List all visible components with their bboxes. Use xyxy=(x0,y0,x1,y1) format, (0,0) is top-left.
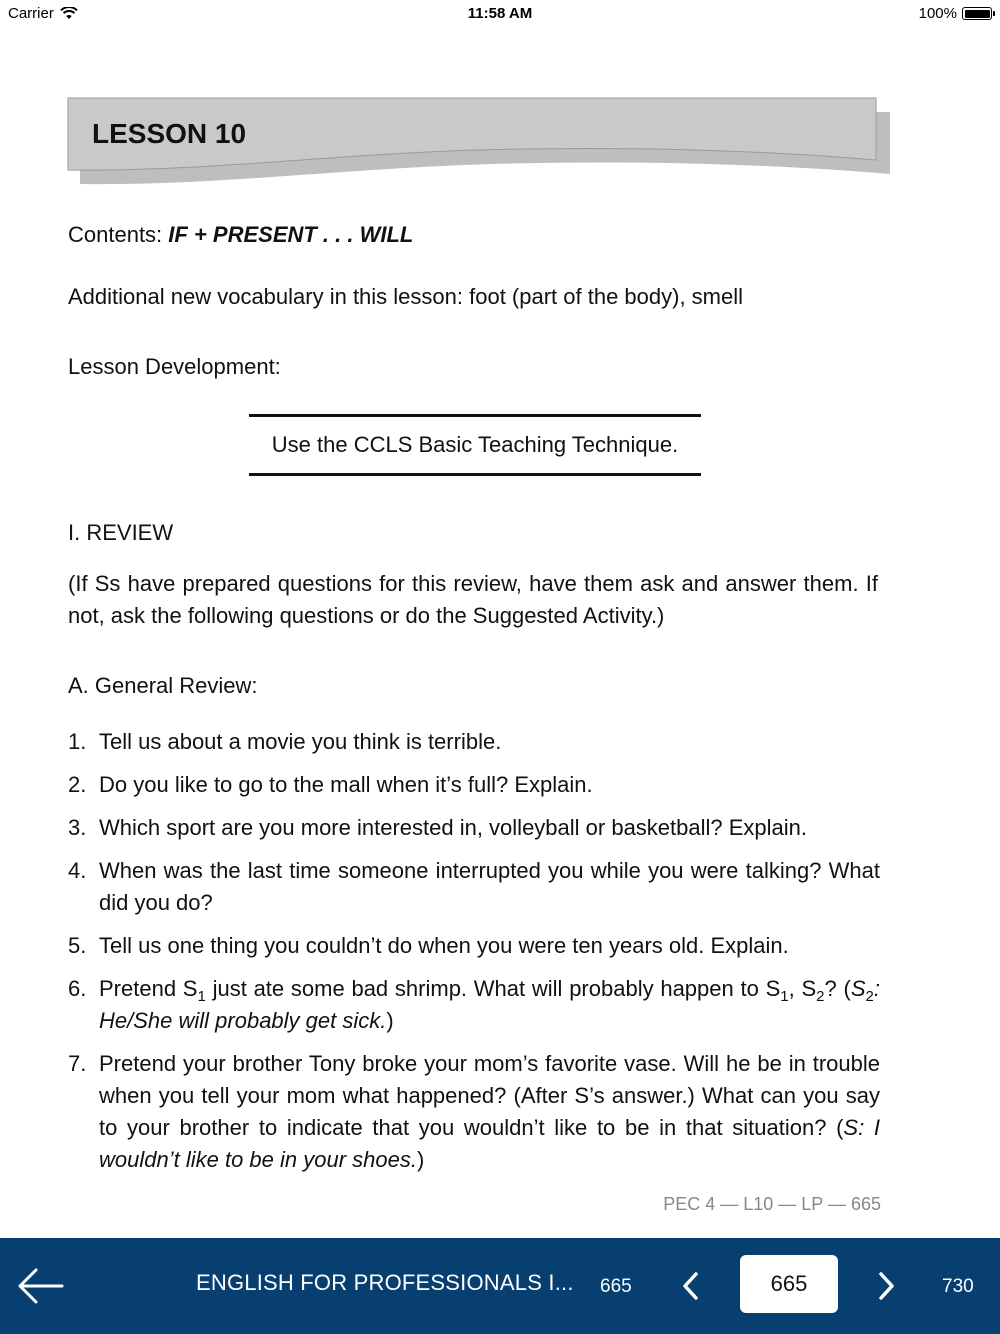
end-page-label: 730 xyxy=(942,1276,974,1297)
list-item xyxy=(68,812,880,844)
subscript: 2 xyxy=(816,988,825,1005)
text-run: ? ( xyxy=(824,976,851,1001)
general-review-heading: A. General Review: xyxy=(68,673,258,698)
start-page-label: 665 xyxy=(600,1276,632,1297)
page-reference: PEC 4 — L10 — LP — 665 xyxy=(663,1194,881,1214)
item-number: 3. xyxy=(68,815,87,840)
item-text: Tell us about a movie you think is terrible. xyxy=(99,729,502,754)
book-title[interactable]: ENGLISH FOR PROFESSIONALS I... xyxy=(196,1270,574,1295)
contents-label: Contents: xyxy=(68,222,169,247)
previous-page-button[interactable] xyxy=(678,1268,702,1304)
battery-icon xyxy=(962,7,992,20)
subscript: 1 xyxy=(780,988,789,1005)
reader-toolbar xyxy=(0,1238,1000,1334)
item-text xyxy=(99,973,880,1037)
item-number: 1. xyxy=(68,729,87,754)
text-run: Pretend your brother Tony broke your mom’s favorite vase. Will he be in trouble when you tell your mom what happened? (After S’s answer.) What can you say to your brother to indicate that you wouldn’t like to be in that situation? ( xyxy=(99,1051,880,1140)
technique-callout: Use the CCLS Basic Teaching Technique. xyxy=(249,414,701,476)
item-number: 6. xyxy=(68,976,87,1001)
list-item xyxy=(68,855,880,919)
item-text xyxy=(99,1048,880,1176)
contents-line xyxy=(68,219,413,251)
review-question-list xyxy=(68,726,880,1187)
item-text: Tell us one thing you couldn’t do when you were ten years old. Explain. xyxy=(99,933,789,958)
item-text: Do you like to go to the mall when it’s full? Explain. xyxy=(99,772,593,797)
contents-value: IF + PRESENT . . . WILL xyxy=(168,222,414,247)
next-page-button[interactable] xyxy=(875,1268,899,1304)
italic-run: : He/She will probably get sick. xyxy=(99,976,880,1033)
lesson-development-label: Lesson Development: xyxy=(68,354,281,379)
item-text: When was the last time someone interrupted you while you were talking? What did you do? xyxy=(99,858,880,915)
list-item xyxy=(68,930,880,962)
arrow-left-icon xyxy=(16,1266,64,1306)
text-run: just ate some bad shrimp. What will probably happen to S xyxy=(205,976,781,1001)
lesson-title: LESSON 10 xyxy=(92,118,247,149)
chevron-left-icon xyxy=(678,1268,702,1304)
page-number-input[interactable] xyxy=(740,1255,838,1313)
list-item xyxy=(68,1048,880,1176)
battery-group xyxy=(919,5,992,22)
subscript: 2 xyxy=(865,988,874,1005)
text-run: , S xyxy=(788,976,817,1001)
item-number: 7. xyxy=(68,1051,87,1076)
item-number: 5. xyxy=(68,933,87,958)
text-run: ) xyxy=(416,1147,425,1172)
back-button[interactable] xyxy=(16,1266,64,1306)
list-item xyxy=(68,726,880,758)
battery-percent: 100% xyxy=(918,5,957,22)
review-note: (If Ss have prepared questions for this review, have them ask and answer them. If not, ask the following questions or do the Suggested Activity.) xyxy=(68,571,878,628)
status-time: 11:58 AM xyxy=(467,5,533,22)
list-item xyxy=(68,973,880,1037)
italic-run: S xyxy=(850,976,866,1001)
vocabulary-line: Additional new vocabulary in this lesson: foot (part of the body), smell xyxy=(68,284,744,309)
list-item xyxy=(68,769,880,801)
item-number: 2. xyxy=(68,772,87,797)
text-run: ) xyxy=(386,1008,394,1033)
review-heading: I. REVIEW xyxy=(68,520,174,545)
item-number: 4. xyxy=(68,858,87,883)
document-page xyxy=(0,28,1000,1238)
text-run: Pretend S xyxy=(99,976,198,1001)
lesson-banner xyxy=(66,96,892,196)
chevron-right-icon xyxy=(875,1268,899,1304)
carrier-label: Carrier xyxy=(8,5,54,22)
italic-run: S: I wouldn’t like to be in your shoes. xyxy=(99,1115,880,1172)
item-text: Which sport are you more interested in, volleyball or basketball? Explain. xyxy=(99,815,808,840)
subscript: 1 xyxy=(197,988,206,1005)
status-bar xyxy=(0,0,1000,28)
